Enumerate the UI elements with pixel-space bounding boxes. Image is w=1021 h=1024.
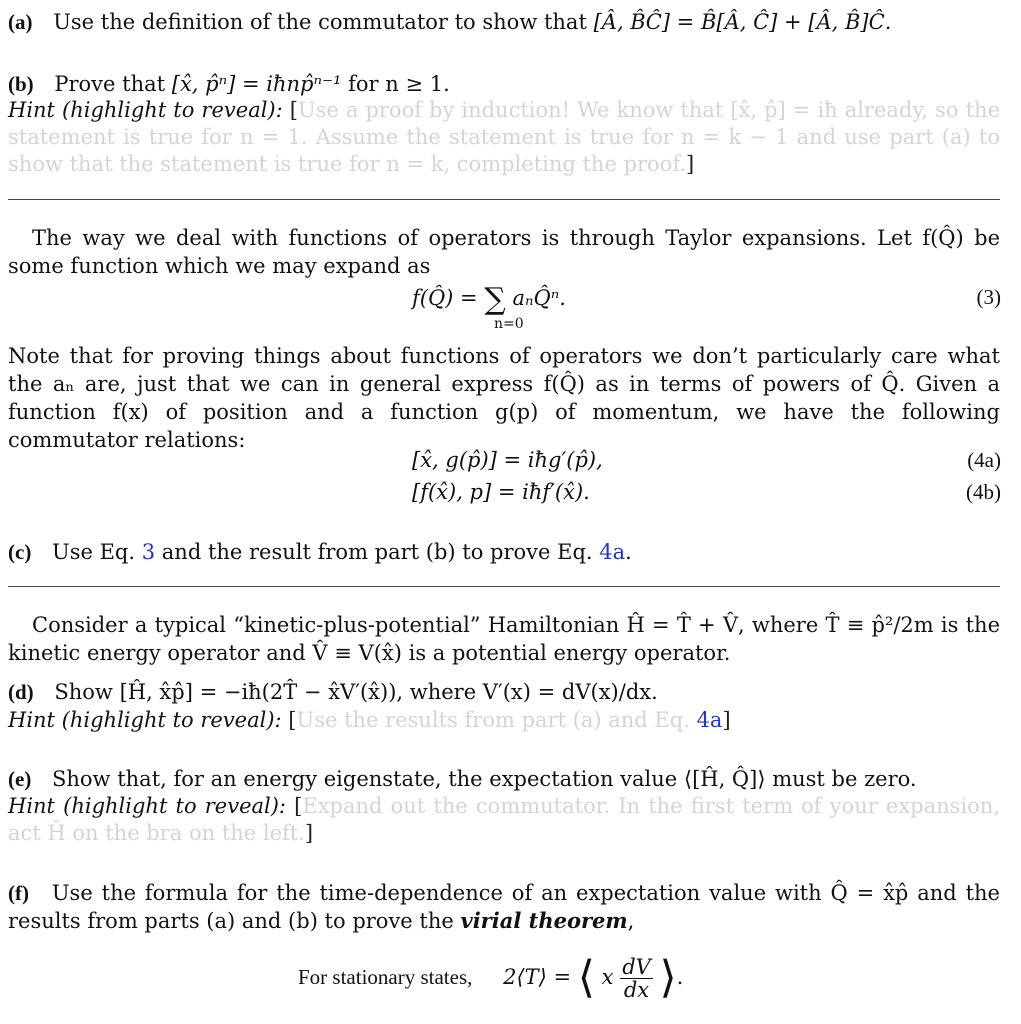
- equation-4a: [x̂, g(p̂)] = iħg′(p̂),: [412, 448, 603, 472]
- part-a: [8, 8, 1000, 36]
- divider: [8, 586, 1000, 587]
- part-b-label: (b): [8, 72, 34, 96]
- dv-dx-fraction: [620, 956, 653, 1001]
- hint-label: Hint (highlight to reveal):: [8, 708, 282, 732]
- part-c-end: .: [625, 540, 632, 564]
- part-e-text: Show that, for an energy eigenstate, the expectation value ⟨[Ĥ, Q̂]⟩ must be zero.: [52, 767, 917, 791]
- eq3-lhs: f(Q̂) =: [412, 286, 478, 310]
- part-b-condition: for n ≥ 1.: [348, 72, 450, 96]
- eq3-reference-link[interactable]: 3: [141, 540, 156, 564]
- final-lhs: 2⟨T⟩ =: [503, 965, 572, 989]
- part-d: [8, 678, 1000, 706]
- part-f-text1: Use the formula for the time-dependence of an expectation value with Q̂ = x̂p̂ and the results from parts (a) and (b) to prove the: [8, 881, 1000, 933]
- part-b-formula: [x̂, p̂ⁿ] = iħnp̂ⁿ⁻¹: [171, 72, 342, 96]
- part-d-text: Show [Ĥ, x̂p̂] = −iħ(2T̂ − x̂V′(x̂)), where V′(x) = dV(x)/dx.: [54, 680, 658, 704]
- part-a-text: Use the definition of the commutator to show that: [53, 10, 587, 34]
- eq3-sum-index: n=0: [494, 316, 524, 332]
- hint-hidden-text[interactable]: Use the results from part (a) and Eq.: [296, 708, 690, 732]
- part-f-text2: ,: [627, 909, 635, 933]
- eq4a-reference-link[interactable]: 4a: [599, 540, 626, 564]
- eq4b-number: (4b): [966, 480, 1001, 504]
- eq3-sum-symbol: ∑: [484, 282, 506, 317]
- part-b: [8, 70, 1000, 98]
- equation-3: [412, 282, 566, 317]
- part-e: [8, 765, 1000, 793]
- part-a-formula: [Â, B̂Ĉ] = B̂[Â, Ĉ] + [Â, B̂]Ĉ.: [593, 10, 892, 34]
- hint-hidden-text[interactable]: Use a proof by induction! We know that [x̂, p̂] = iħ already, so the statement is true for n = 1. Assume the statement is true for n = k − 1 and use part (a) to show that the statement is true for n = k, completing the proof.: [8, 98, 1000, 176]
- part-c: [8, 538, 1000, 566]
- taylor-note: Note that for proving things about functions of operators we don’t particularly care what the aₙ are, just that we can in general express f(Q̂) as in terms of powers of Q̂. Given a function f(x) of position and a function g(p) of momentum, we have the following commutator relations:: [8, 344, 1000, 452]
- eq3-number: (3): [976, 285, 1001, 309]
- final-prefix: For stationary states,: [298, 965, 473, 989]
- final-end: .: [676, 965, 684, 989]
- part-d-label: (d): [8, 680, 34, 704]
- eq4a-reference-link[interactable]: 4a: [696, 708, 723, 732]
- part-b-hint[interactable]: Hint (highlight to reveal): [Use a proof by induction! We know that [x̂, p̂] = iħ already, so the statement is true for n = 1. Assume the statement is true for n = k − 1 and use part (a) to show that the statement is true for n = k, completing the proof.]: [8, 98, 1000, 176]
- virial-theorem-emphasis: virial theorem: [460, 908, 628, 933]
- part-f: [8, 879, 1000, 935]
- part-c-text1: Use Eq.: [52, 540, 136, 564]
- part-a-label: (a): [8, 10, 33, 34]
- eq3-body: aₙQ̂ⁿ.: [512, 286, 566, 310]
- part-b-text: Prove that: [54, 72, 166, 96]
- part-e-label: (e): [8, 767, 32, 791]
- hamiltonian-intro: Consider a typical “kinetic-plus-potential” Hamiltonian Ĥ = T̂ + V̂, where T̂ ≡ p̂²/2m is the kinetic energy operator and V̂ ≡ V(x̂) is a potential energy operator.: [8, 613, 1000, 665]
- part-e-hint[interactable]: Hint (highlight to reveal): [Expand out the commutator. In the first term of your expansion, act Ĥ on the bra on the left.]: [8, 794, 1000, 845]
- part-d-hint[interactable]: Hint (highlight to reveal): [Use the results from part (a) and Eq. 4a]: [8, 708, 731, 732]
- hint-label: Hint (highlight to reveal):: [8, 794, 287, 818]
- eq4a-number: (4a): [967, 448, 1001, 472]
- hint-hidden-text[interactable]: Expand out the commutator. In the first term of your expansion, act Ĥ on the bra on the left.: [8, 794, 1000, 845]
- part-c-text2: and the result from part (b) to prove Eq.: [161, 540, 593, 564]
- hint-label: Hint (highlight to reveal):: [8, 98, 283, 122]
- part-f-label: (f): [8, 881, 29, 905]
- frac-numerator: dV: [622, 955, 651, 979]
- divider: [8, 199, 1000, 200]
- frac-denominator: dx: [623, 978, 650, 1002]
- final-x: x: [601, 965, 614, 989]
- part-c-label: (c): [8, 540, 32, 564]
- equation-4b: [f(x̂), p] = iħf′(x̂).: [412, 480, 590, 504]
- virial-theorem-equation: For stationary states, 2⟨T⟩ = ⟨ x $\frac{dV}{dx}$ ⟩.: [298, 952, 684, 1003]
- taylor-intro: The way we deal with functions of operators is through Taylor expansions. Let f(Q̂) be some function which we may expand as: [8, 226, 1000, 278]
